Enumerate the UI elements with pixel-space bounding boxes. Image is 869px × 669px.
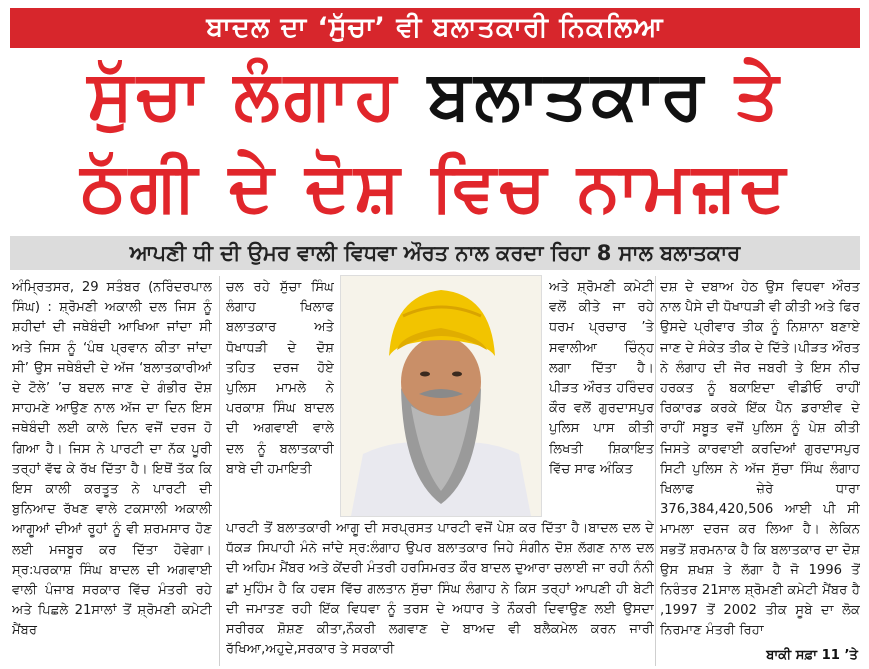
headline-name: ਸੁੱਚਾ ਲੰਗਾਹ bbox=[87, 56, 401, 135]
continued-label: ਬਾਕੀ ਸਫ਼ਾ 11 ’ਤੇ bbox=[762, 646, 858, 666]
headline-line-1 bbox=[10, 54, 860, 138]
headline-and: ਤੇ bbox=[734, 56, 783, 135]
column-divider bbox=[219, 276, 220, 666]
portrait-photo bbox=[340, 275, 542, 517]
article-text: ਚਲ ਰਹੇ ਸੁੱਚਾ ਸਿੰਘ ਲੰਗਾਹ ਖਿਲਾਫ ਬਲਾਤਕਾਰ ਅਤੇ ਧੋਖਾਧੜੀ ਦੇ ਦੋਸ਼ ਤਹਿਤ ਦਰਜ ਹੋਏ ਪੁਲਿਸ ਮਾਮਲੇ ਨੇ ਪਰਕਾਸ਼ ਸਿੰਘ ਬਾਦਲ ਦੀ ਅਗਵਾਈ ਵਾਲੇ ਦਲ ਨੂੰ ਬਲਾਤਕਾਰੀ ਬਾਬੇ ਦੀ ਹਮਾਇਤੀ bbox=[226, 280, 334, 477]
article-column-4 bbox=[660, 278, 860, 668]
article-text: ਅਤੇ ਸ਼੍ਰੋਮਣੀ ਕਮੇਟੀ ਵਲੋਂ ਕੀਤੇ ਜਾ ਰਹੇ ਧਰਮ ਪ੍ਰਚਾਰ ’ਤੇ ਸਵਾਲੀਆ ਚਿੰਨ੍ਹ ਲਗਾ ਦਿੱਤਾ ਹੈ। ਪੀੜਤ ਔਰਤ ਹਰਿੰਦਰ ਕੌਰ ਵਲੋਂ ਗੁਰਦਾਸਪੁਰ ਪੁਲਿਸ ਪਾਸ ਕੀਤੀ ਲਿਖਤੀ ਸ਼ਿਕਾਇਤ ਵਿੱਚ ਸਾਫ ਅੰਕਿਤ bbox=[549, 280, 654, 477]
kicker-banner: ਬਾਦਲ ਦਾ ‘ਸੁੱਚਾ’ ਵੀ ਬਲਾਤਕਾਰੀ ਨਿਕਲਿਆ bbox=[10, 8, 860, 48]
article-text: ਦਸ਼ ਦੇ ਦਬਾਅ ਹੇਠ ਉਸ ਵਿਧਵਾ ਔਰਤ ਨਾਲ ਪੈਸੇ ਦੀ ਧੋਖਾਧੜੀ ਵੀ ਕੀਤੀ ਅਤੇ ਫਿਰ ਉਸਦੇ ਪ੍ਰੀਵਾਰ ਤੀਕ ਨੂੰ ਨਿਸ਼ਾਨਾ ਬਣਾਏ ਜਾਣ ਦੇ ਸੰਕੇਤ ਤੀਕ ਦੇ ਦਿੱਤੇ।ਪੀੜਤ ਔਰਤ ਨੇ ਲੰਗਾਹ ਦੀ ਜੋਰ ਜਬਰੀ ਤੇ ਇਸ ਨੀਚ ਹਰਕਤ ਨੂੰ ਬਕਾਇਦਾ ਵੀਡੀਓ ਰਾਹੀਂ ਰਿਕਾਰਡ ਕਰਕੇ ਇੱਕ ਪੈਨ ਡਰਾਈਵ ਦੇ ਰਾਹੀਂ ਸਬੂਤ ਵਜੋਂ ਪੁਲਿਸ ਨੂੰ ਪੇਸ਼ ਕੀਤੀ ਜਿਸਤੇ ਕਾਰਵਾਈ ਕਰਦਿਆਂ ਗੁਰਦਾਸਪੁਰ ਸਿਟੀ ਪੁਲਿਸ ਨੇ ਅੱਜ ਸੁੱਚਾ ਸਿੰਘ ਲੰਗਾਹ ਖਿਲਾਫ ਜ਼ੇਰੇ ਧਾਰਾ 376,384,420,506 ਆਈ ਪੀ ਸੀ ਮਾਮਲਾ ਦਰਜ ਕਰ ਲਿਆ ਹੈ। ਲੇਕਿਨ ਸਭਤੋਂ ਸ਼ਰਮਨਾਕ ਹੈ ਕਿ ਬਲਾਤਕਾਰ ਦਾ ਦੋਸ਼ ਉਸ ਸ਼ਖਸ਼ ਤੇ ਲੱਗਾ ਹੈ ਜੋ 1996 ਤੋਂ ਨਿਰੰਤਰ 21ਸਾਲ ਸ਼੍ਰੋਮਣੀ ਕਮੇਟੀ ਮੈਂਬਰ ਹੈ ,1997 ਤੋਂ 2002 ਤੀਕ ਸੂਬੇ ਦਾ ਲੋਕ ਨਿਰਮਾਣ ਮੰਤਰੀ ਰਿਹਾ bbox=[660, 280, 860, 639]
article-column-1 bbox=[12, 278, 212, 668]
portrait-illustration bbox=[341, 276, 541, 516]
article-column-3 bbox=[549, 278, 654, 518]
column-divider bbox=[655, 276, 656, 666]
subheadline: ਆਪਣੀ ਧੀ ਦੀ ਉਮਰ ਵਾਲੀ ਵਿਧਵਾ ਔਰਤ ਨਾਲ ਕਰਦਾ ਰਿਹਾ 8 ਸਾਲ ਬਲਾਤਕਾਰ bbox=[10, 236, 860, 270]
article-lower-block bbox=[226, 519, 654, 669]
article-column-2 bbox=[226, 278, 334, 518]
article-text: ਪਾਰਟੀ ਤੋਂ ਬਲਾਤਕਾਰੀ ਆਗੂ ਦੀ ਸਰਪ੍ਰਸਤ ਪਾਰਟੀ ਵਜੋਂ ਪੇਸ਼ ਕਰ ਦਿੱਤਾ ਹੈ।ਬਾਦਲ ਦਲ ਦੇ ਧੱਕੜ ਸਿਪਾਹੀ ਮੰਨੇ ਜਾਂਦੇ ਸ੍ਰ:ਲੰਗਾਹ ਉਪਰ ਬਲਾਤਕਾਰ ਜਿਹੇ ਸੰਗੀਨ ਦੋਸ਼ ਲੱਗਣ ਨਾਲ ਦਲ ਦੀ ਅਹਿਮ ਮੈਂਬਰ ਅਤੇ ਕੇਂਦਰੀ ਮੰਤਰੀ ਹਰਸਿਮਰਤ ਕੌਰ ਬਾਦਲ ਦੁਆਰਾ ਚਲਾਈ ਜਾ ਰਹੀ ਨੰਨੀ ਛਾਂ ਮੁਹਿੰਮ ਹੈ ਕਿ ਹਵਸ ਵਿੱਚ ਗਲਤਾਨ ਸੁੱਚਾ ਸਿੰਘ ਲੰਗਾਹ ਨੇ ਕਿਸ ਤਰ੍ਹਾਂ ਆਪਣੀ ਹੀ ਬੇਟੀ ਦੀ ਜਮਾਤਣ ਰਹੀ ਇੱਕ ਵਿਧਵਾ ਨੂੰ ਤਰਸ ਦੇ ਅਧਾਰ ਤੇ ਨੌਕਰੀ ਦਿਵਾਉਣ ਲਈ ਉਸਦਾ ਸਰੀਰਕ ਸ਼ੋਸ਼ਣ ਕੀਤਾ,ਨੌਕਰੀ ਲਗਵਾਣ ਦੇ ਬਾਅਦ ਵੀ ਬਲੈਕਮੇਲ ਕਰਨ ਜਾਰੀ ਰੱਖਿਆ,ਅਹੁਦੇ,ਸਰਕਾਰ ਤੇ ਸਰਕਾਰੀ bbox=[226, 521, 654, 658]
headline-rape: ਬਲਾਤਕਾਰ bbox=[427, 56, 708, 135]
article-text: ਅੰਮ੍ਰਿਤਸਰ, 29 ਸਤੰਬਰ (ਨਰਿੰਦਰਪਾਲ ਸਿੰਘ) : ਸ਼੍ਰੋਮਣੀ ਅਕਾਲੀ ਦਲ ਜਿਸ ਨੂੰ ਸ਼ਹੀਦਾਂ ਦੀ ਜਥੇਬੰਦੀ ਆਖਿਆ ਜਾਂਦਾ ਸੀ ਅਤੇ ਜਿਸ ਨੂੰ ‘ਪੰਥ ਪ੍ਰਵਾਨ ਕੀਤਾ ਜਾਂਦਾ ਸੀ’ ਉਸ ਜਥੇਬੰਦੀ ਦੇ ਅੱਜ ‘ਬਲਾਤਕਾਰੀਆਂ ਦੇ ਟੋਲੇ’ ’ਚ ਬਦਲ ਜਾਣ ਦੇ ਗੰਭੀਰ ਦੋਸ਼ ਸਾਹਮਣੇ ਆਉਣ ਨਾਲ ਅੱਜ ਦਾ ਦਿਨ ਇਸ ਜਥੇਬੰਦੀ ਲਈ ਕਾਲੇ ਦਿਨ ਵਜੋਂ ਦਰਜ ਹੋ ਗਿਆ ਹੈ। ਜਿਸ ਨੇ ਪਾਰਟੀ ਦਾ ਨੱਕ ਪੂਰੀ ਤਰ੍ਹਾਂ ਵੱਢ ਕੇ ਰੱਖ ਦਿੱਤਾ ਹੈ। ਇਥੋਂ ਤੱਕ ਕਿ ਇਸ ਕਾਲੀ ਕਰਤੂਤ ਨੇ ਪਾਰਟੀ ਦੀ ਬੁਨਿਆਦ ਰੱਖਣ ਵਾਲੇ ਟਕਸਾਲੀ ਅਕਾਲੀ ਆਗੂਆਂ ਦੀਆਂ ਰੂਹਾਂ ਨੂੰ ਵੀ ਸ਼ਰਮਸਾਰ ਹੋਣ ਲਈ ਮਜਬੂਰ ਕਰ ਦਿੱਤਾ ਹੋਵੇਗਾ। ਸ੍ਰ:ਪਰਕਾਸ਼ ਸਿੰਘ ਬਾਦਲ ਦੀ ਅਗਵਾਈ ਵਾਲੀ ਪੰਜਾਬ ਸਰਕਾਰ ਵਿੱਚ ਮੰਤਰੀ ਰਹੇ ਅਤੇ ਪਿਛਲੇ 21ਸਾਲਾਂ ਤੋਂ ਸ਼੍ਰੋਮਣੀ ਕਮੇਟੀ ਮੈਂਬਰ bbox=[12, 280, 212, 639]
headline-line-2: ਠੱਗੀ ਦੇ ਦੋਸ਼ ਵਿਚ ਨਾਮਜ਼ਦ bbox=[80, 148, 790, 227]
